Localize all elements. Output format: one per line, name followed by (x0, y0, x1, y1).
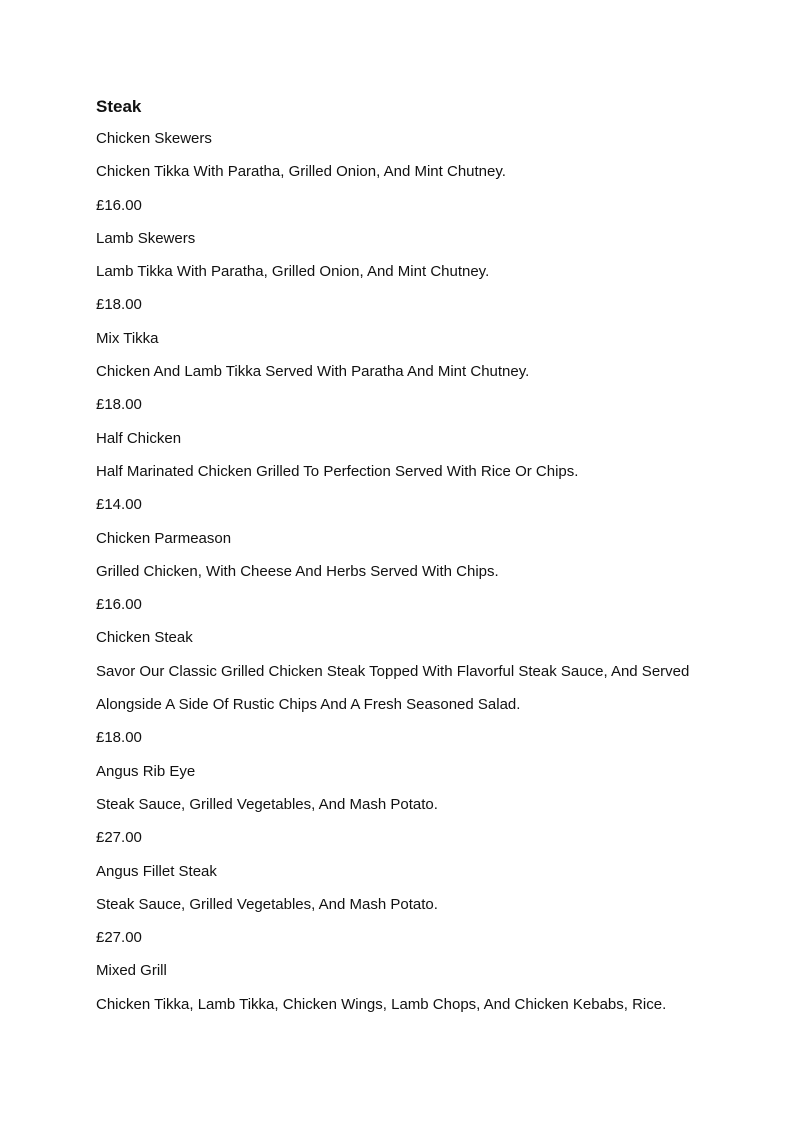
item-description: Half Marinated Chicken Grilled To Perfection Served With Rice Or Chips. (96, 462, 579, 480)
item-price: £18.00 (96, 296, 142, 314)
menu-item (96, 762, 736, 849)
item-name: Angus Fillet Steak (96, 862, 217, 880)
item-price: £14.00 (96, 496, 142, 514)
item-description: Chicken Tikka, Lamb Tikka, Chicken Wings, Lamb Chops, And Chicken Kebabs, Rice. (96, 995, 667, 1013)
item-name: Lamb Skewers (96, 229, 196, 247)
item-description: Grilled Chicken, With Cheese And Herbs Served With Chips. (96, 562, 499, 580)
item-price: £27.00 (96, 929, 142, 947)
item-name: Mixed Grill (96, 962, 167, 980)
menu-item (96, 429, 736, 516)
item-description: Chicken And Lamb Tikka Served With Paratha And Mint Chutney. (96, 363, 530, 381)
menu-item (96, 961, 736, 1014)
section-title: Steak (96, 97, 142, 116)
item-price: £27.00 (96, 829, 142, 847)
menu-list (96, 129, 736, 1015)
item-price: £18.00 (96, 729, 142, 747)
item-name: Chicken Skewers (96, 130, 212, 147)
menu-item (96, 229, 736, 316)
menu-item (96, 129, 736, 216)
item-price: £16.00 (96, 596, 142, 614)
item-description: Lamb Tikka With Paratha, Grilled Onion, And Mint Chutney. (96, 263, 490, 281)
item-name: Chicken Parmeason (96, 529, 232, 547)
menu-item (96, 862, 736, 949)
menu-item (96, 628, 736, 748)
item-name: Chicken Steak (96, 629, 193, 647)
menu-page (96, 96, 736, 1028)
menu-item (96, 529, 736, 616)
item-description: Chicken Tikka With Paratha, Grilled Onion, And Mint Chutney. (96, 163, 506, 181)
item-name: Half Chicken (96, 429, 182, 447)
item-price: £16.00 (96, 196, 142, 214)
item-price: £18.00 (96, 396, 142, 414)
item-name: Mix Tikka (96, 329, 159, 347)
item-description: Steak Sauce, Grilled Vegetables, And Mash Potato. (96, 795, 438, 813)
item-description: Steak Sauce, Grilled Vegetables, And Mash Potato. (96, 895, 438, 913)
item-description: Alongside A Side Of Rustic Chips And A Fresh Seasoned Salad. (96, 696, 521, 714)
menu-item (96, 329, 736, 416)
item-name: Angus Rib Eye (96, 762, 196, 780)
item-description: Savor Our Classic Grilled Chicken Steak Topped With Flavorful Steak Sauce, And Served (96, 662, 690, 680)
